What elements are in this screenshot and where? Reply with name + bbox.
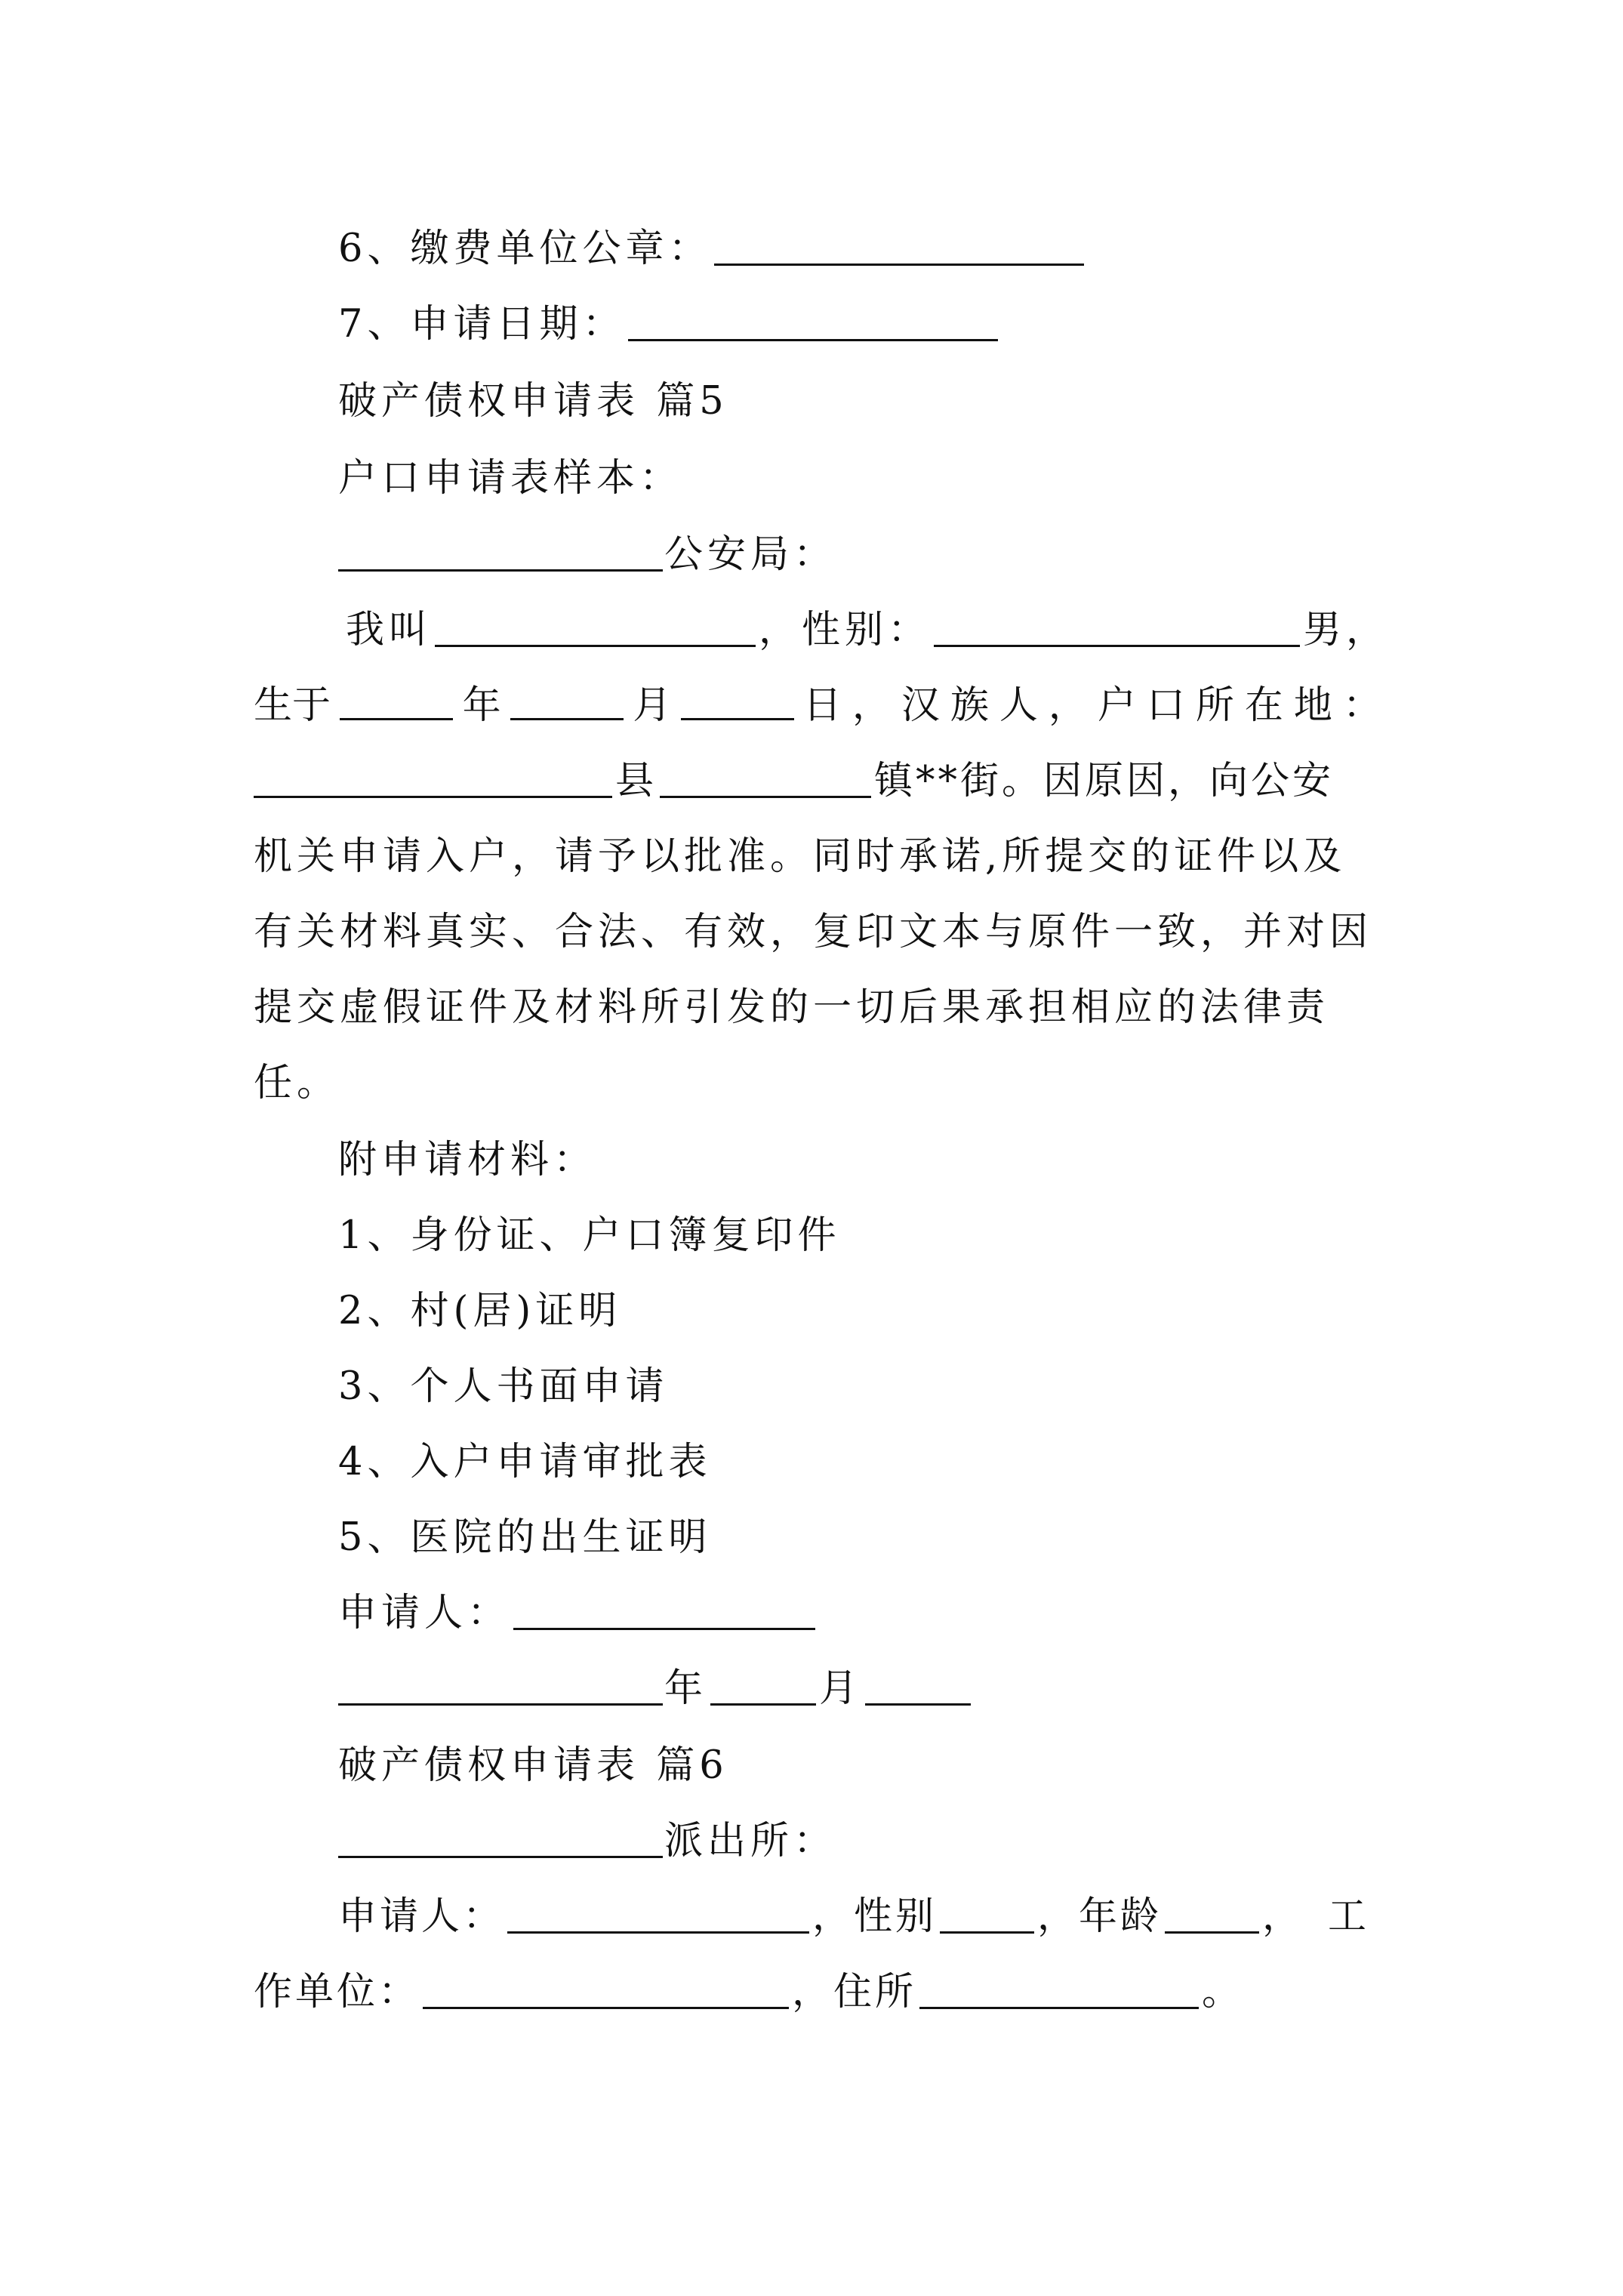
p2-residence-blank: [919, 1971, 1199, 2009]
name-blank: [435, 609, 756, 647]
p2-age-blank: [1165, 1895, 1259, 1934]
signature-date-line: [338, 1665, 974, 1713]
gender-blank: [934, 609, 1300, 647]
para1-line3: [254, 757, 1334, 806]
bureau-blank: [338, 533, 663, 572]
name-prefix: 我叫: [346, 608, 433, 652]
sign-month-label: 月: [819, 1666, 863, 1711]
item-7-line: [338, 300, 1001, 349]
birth-month-blank: [510, 682, 624, 720]
section-heading-5: 破产债权申请表 篇5: [338, 379, 728, 424]
day-label: 日，汉族人，户口所在地：: [802, 683, 1392, 728]
county-label: 县: [615, 759, 658, 803]
item-6-line: [338, 225, 1087, 273]
p2-work-blank: [423, 1971, 789, 2009]
town-blank: [660, 760, 871, 798]
p2-applicant-label: 申请人：: [338, 1894, 505, 1939]
month-label: 月: [633, 683, 672, 728]
gender-suffix: 男，: [1303, 608, 1390, 652]
bureau-label: 公安局：: [664, 532, 837, 577]
para1-line4: 机关申请入户，请予以批准。同时承诺,所提交的证件以及: [254, 834, 1347, 879]
sign-year-label: 年: [664, 1666, 708, 1711]
para2-line2: [254, 1968, 1243, 2017]
p2-applicant-blank: [507, 1895, 809, 1934]
para1-line1: [346, 606, 1389, 655]
para2-line1: [338, 1893, 1394, 1941]
county-blank: [254, 760, 612, 798]
seal-blank: [714, 227, 1084, 266]
birth-year-blank: [340, 682, 453, 720]
section-heading-6: 破产债权申请表 篇6: [338, 1743, 728, 1788]
p2-gender-label: ，性别: [812, 1894, 938, 1939]
attachment-item: 2、村(居)证明: [338, 1289, 622, 1333]
sign-day-blank: [865, 1667, 971, 1706]
applicant-label: 申请人：: [338, 1591, 511, 1635]
station-label: 派出所：: [664, 1819, 837, 1863]
sign-month-blank: [710, 1667, 816, 1706]
p2-work-prefix: ，工: [1262, 1894, 1394, 1939]
year-label: 年: [462, 683, 501, 728]
attachment-item: 3、个人书面申请: [338, 1364, 669, 1409]
addressee-line-bureau: [338, 531, 836, 579]
p2-residence-label: ，住所: [792, 1970, 917, 2014]
p2-end-mark: 。: [1202, 1970, 1244, 2014]
town-label: 镇**街。因原因，向公安: [874, 759, 1335, 803]
attachment-item: 4、入户申请审批表: [338, 1440, 712, 1484]
sample-title: 户口申请表样本：: [338, 456, 683, 501]
para1-line7: 任。: [254, 1061, 340, 1105]
born-label: 生于: [254, 683, 331, 728]
gender-label: ，性别：: [759, 608, 932, 652]
para1-line5: 有关材料真实、合法、有效，复印文本与原件一致，并对因: [254, 910, 1373, 954]
attachment-item: 5、医院的出生证明: [338, 1515, 712, 1560]
item-7-label: 7、申请日期：: [338, 302, 626, 347]
birth-day-blank: [681, 682, 794, 720]
p2-age-label: ，年龄: [1037, 1894, 1163, 1939]
item-6-label: 6、缴费单位公章：: [338, 227, 712, 271]
apply-date-blank: [628, 303, 998, 341]
para1-line2: [254, 682, 1392, 730]
addressee-line-station: [338, 1817, 836, 1866]
sign-date-blank: [338, 1667, 663, 1706]
attachments-title: 附申请材料：: [338, 1138, 597, 1182]
attachment-item: 1、身份证、户口簿复印件: [338, 1213, 841, 1258]
station-blank: [338, 1820, 663, 1858]
p2-work-label: 作单位：: [254, 1970, 420, 2014]
para1-line6: 提交虚假证件及材料所引发的一切后果承担相应的法律责: [254, 985, 1330, 1030]
p2-gender-blank: [940, 1895, 1034, 1934]
applicant-signature-line: [338, 1589, 818, 1638]
applicant-blank: [513, 1592, 815, 1630]
